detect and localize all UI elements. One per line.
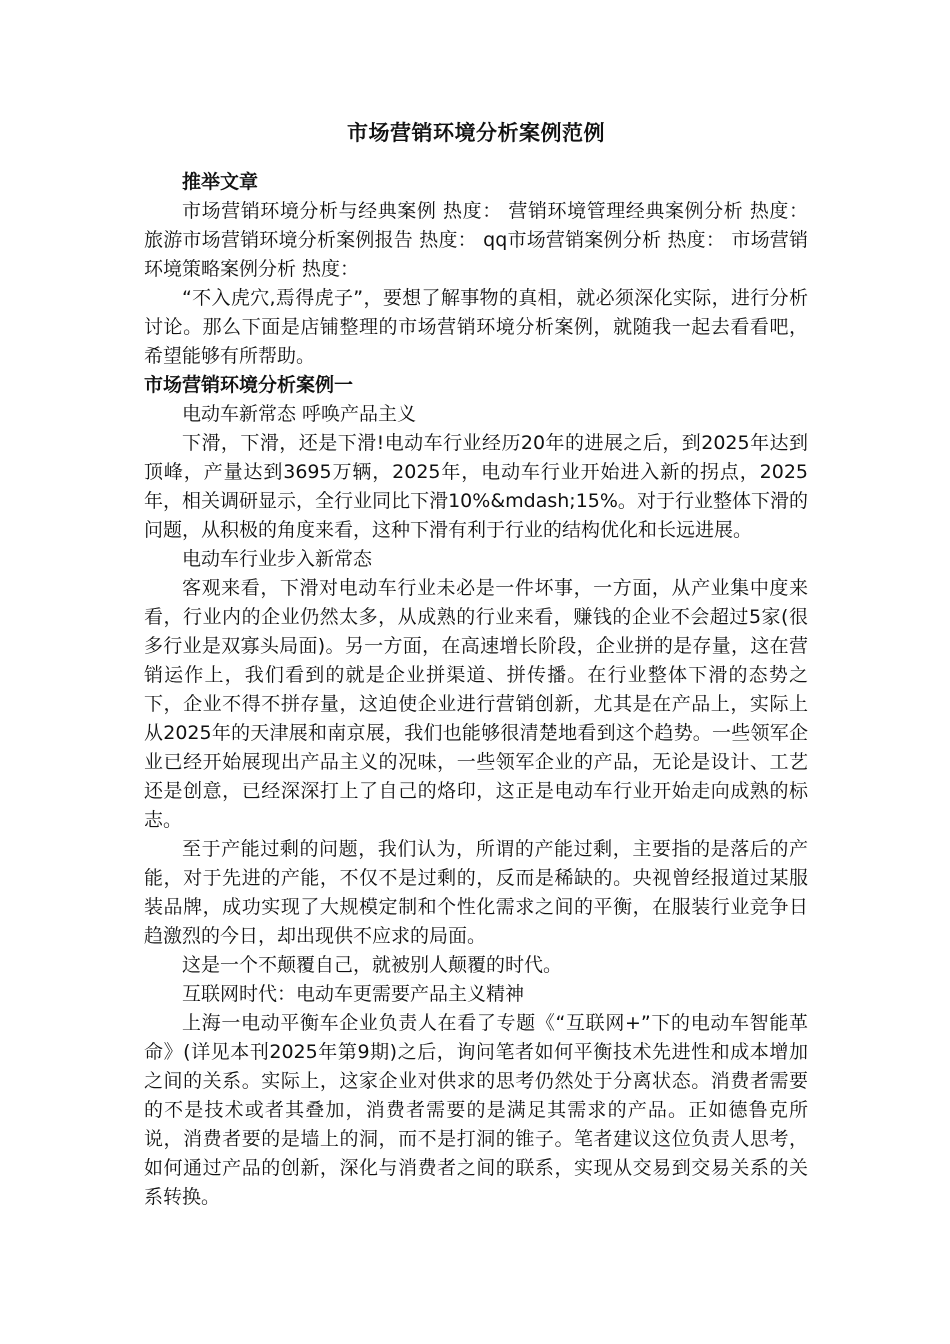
intro-paragraph: “不入虎穴,焉得虎子”，要想了解事物的真相，就必须深化实际，进行分析讨论。那么下面是店铺整理的市场营销环境分析案例，就随我一起去看看吧，希望能够有所帮助。 [144, 287, 808, 367]
case-one-heading: 市场营销环境分析案例一 [144, 374, 354, 396]
subtitle-industry-new-normal: 电动车行业步入新常态 [182, 548, 373, 570]
subtitle-new-normal: 电动车新常态 呼唤产品主义 [182, 403, 417, 425]
paragraph-objective-view: 客观来看，下滑对电动车行业未必是一件坏事，一方面，从产业集中度来看，行业内的企业仍然太多，从成熟的行业来看，赚钱的企业不会超过5家(很多行业是双寡头局面)。另一方面，在高速增长阶段，企业拼的是存量，这在营销运作上，我们看到的就是企业拼渠道、拼传播。在行业整体下滑的态势之下，企业不得不拼存量，这迫使企业进行营销创新，尤其是在产品上，实际上从2025年的天津展和南京展，我们也能够很清楚地看到这个趋势。一些领军企业已经开始展现出产品主义的况味，一些领军企业的产品，无论是设计、工艺还是创意，已经深深打上了自己的烙印，这正是电动车行业开始走向成熟的标志。 [144, 577, 808, 831]
section-heading-recommended: 推举文章 [182, 171, 259, 193]
paragraph-decline: 下滑，下滑，还是下滑!电动车行业经历20年的进展之后，到2025年达到顶峰，产量达到3695万辆，2025年，电动车行业开始进入新的拐点，2025年，相关调研显示，全行业同比下滑10%&mdash;15%。对于行业整体下滑的问题，从积极的角度来看，这种下滑有利于行业的结构优化和长远进展。 [144, 432, 808, 541]
document-title: 市场营销环境分析案例范例 [347, 121, 605, 145]
recommended-articles-text: 市场营销环境分析与经典案例 热度： 营销环境管理经典案例分析 热度： 旅游市场营销环境分析案例报告 热度： qq市场营销案例分析 热度： 市场营销环境策略案例分析 热度： [144, 200, 808, 280]
paragraph-disruption: 这是一个不颠覆自己，就被别人颠覆的时代。 [182, 954, 563, 976]
paragraph-shanghai: 上海一电动平衡车企业负责人在看了专题《“互联网+”下的电动车智能革命》(详见本刊2025年第9期)之后，询问笔者如何平衡技术先进性和成本增加之间的关系。实际上，这家企业对供求的思考仍然处于分离状态。消费者需要的不是技术或者其叠加，消费者需要的是满足其需求的产品。正如德鲁克所说，消费者要的是墙上的洞，而不是打洞的锥子。笔者建议这位负责人思考，如何通过产品的创新，深化与消费者之间的联系，实现从交易到交易关系的关系转换。 [144, 1012, 808, 1208]
subtitle-internet-era: 互联网时代：电动车更需要产品主义精神 [182, 983, 525, 1005]
document-body [144, 116, 808, 1212]
paragraph-overcapacity: 至于产能过剩的问题，我们认为，所谓的产能过剩，主要指的是落后的产能，对于先进的产能，不仅不是过剩的，反而是稀缺的。央视曾经报道过某服装品牌，成功实现了大规模定制和个性化需求之间的平衡，在服装行业竞争日趋激烈的今日，却出现供不应求的局面。 [144, 838, 808, 947]
